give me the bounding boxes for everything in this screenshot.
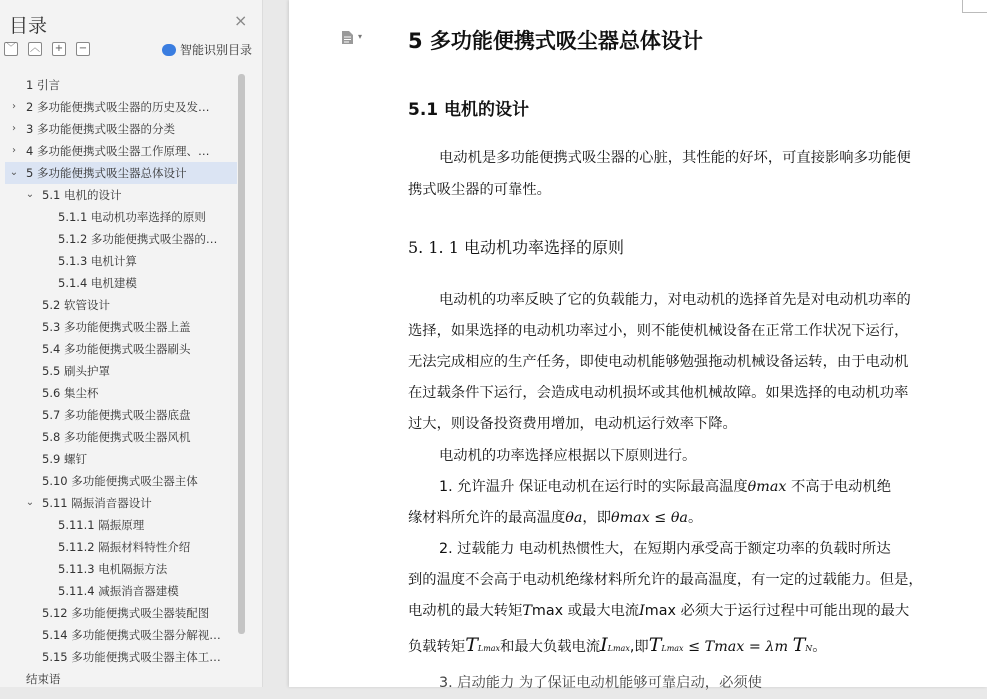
paragraph-line: 选择，如果选择的电动机功率过小，则不能使机械设备在正常工作状况下运行，: [408, 323, 909, 339]
paragraph-line-partial: 3. 启动能力 为了保证电动机能够可靠启动，必须使: [439, 675, 762, 691]
math-I: I: [639, 603, 645, 619]
toc-item[interactable]: [5, 228, 237, 250]
toc-item[interactable]: [5, 558, 237, 580]
smart-toc-label: 智能识别目录: [180, 43, 253, 57]
toc-item-label: 5.1.4 电机建模: [58, 276, 137, 290]
collapse-all-icon[interactable]: ︿: [30, 43, 40, 54]
toc-item[interactable]: [5, 206, 237, 228]
toc-item-label: 5.11.4 减振消音器建模: [58, 584, 179, 598]
toc-item-label: 5.4 多功能便携式吸尘器刷头: [42, 342, 191, 356]
text-run: 电动机的最大转矩: [408, 603, 523, 619]
chevron-right-icon[interactable]: ›: [12, 123, 16, 134]
toc-item[interactable]: [5, 624, 237, 646]
text-run: 缘材料所允许的最高温度: [408, 510, 566, 526]
toc-item-label: 5.9 螺钉: [42, 452, 87, 466]
toc-item[interactable]: [5, 470, 237, 492]
toc-item[interactable]: [5, 162, 237, 184]
toc-item-label: 5 多功能便携式吸尘器总体设计: [26, 166, 187, 180]
text-run: max 必须大于运行过程中可能出现的最大: [644, 603, 910, 619]
toc-item[interactable]: [5, 118, 237, 140]
text-run: 和最大负载电流: [500, 639, 601, 655]
toc-item[interactable]: [5, 404, 237, 426]
toc-item-label: 5.5 刷头护罩: [42, 364, 110, 378]
paragraph-line: [408, 503, 702, 534]
paragraph-line: [408, 596, 909, 627]
toc-item-label: 4 多功能便携式吸尘器工作原理、…: [26, 144, 210, 158]
expand-all-icon[interactable]: ﹀: [6, 43, 16, 54]
paragraph-line: [439, 472, 891, 503]
paragraph-line: 电动机是多功能便携式吸尘器的心脏，其性能的好坏，可直接影响多功能便: [439, 150, 911, 166]
toc-item-label: 5.11.3 电机隔振方法: [58, 562, 168, 576]
text-run: 。: [812, 639, 827, 655]
toc-item-label: 5.2 软管设计: [42, 298, 110, 312]
toc-item-label: 5.3 多功能便携式吸尘器上盖: [42, 320, 191, 334]
toc-item-label: 5.12 多功能便携式吸尘器装配图: [42, 606, 210, 620]
toc-item[interactable]: [5, 140, 237, 162]
text-run: 不高于电动机绝: [786, 479, 892, 495]
math-T-N: T: [792, 634, 806, 656]
paragraph-line: 电动机的功率选择应根据以下原则进行。: [439, 448, 697, 464]
toc-item[interactable]: [5, 74, 237, 96]
text-run: 。: [687, 510, 703, 526]
toc-item[interactable]: [5, 602, 237, 624]
close-icon[interactable]: ×: [234, 11, 248, 30]
text-run: max 或最大电流: [531, 603, 640, 619]
toc-item[interactable]: [5, 426, 237, 448]
math-theta-a: θa: [565, 510, 583, 526]
math-T-Lmax: T: [465, 634, 478, 656]
math-theta-max: θmax: [747, 479, 787, 495]
chevron-down-icon[interactable]: ▾: [358, 32, 363, 41]
toc-panel: [0, 0, 263, 687]
text-run: 负载转矩: [408, 639, 466, 655]
toc-item[interactable]: [5, 96, 237, 118]
chevron-down-icon[interactable]: ⌄: [25, 497, 35, 508]
toc-item-label: 2 多功能便携式吸尘器的历史及发…: [26, 100, 210, 114]
toc-title: 目录: [9, 15, 48, 37]
toc-item[interactable]: [5, 536, 237, 558]
paragraph-line: 电动机的功率反映了它的负载能力，对电动机的选择首先是对电动机功率的: [439, 292, 911, 308]
toc-item-label: 5.1.2 多功能便携式吸尘器的…: [58, 232, 218, 246]
heading-chapter: 5 多功能便携式吸尘器总体设计: [408, 29, 703, 53]
smart-ai-icon: [162, 44, 176, 56]
toc-item[interactable]: [5, 272, 237, 294]
math-T: T: [522, 603, 532, 619]
math-T: T: [704, 639, 715, 655]
text-run: ，即: [582, 510, 611, 526]
paragraph-line: 过大，则设备投资费用增加，电动机运行效率下降。: [408, 416, 737, 432]
paragraph-line: 到的温度不会高于电动机绝缘材料所允许的最高温度，有一定的过载能力。但是，: [408, 572, 923, 588]
toc-list: [5, 74, 237, 687]
paragraph-line: [408, 630, 827, 664]
paragraph-line: 无法完成相应的生产任务，即使电动机能够勉强拖动机械设备运转，由于电动机: [408, 354, 909, 370]
toc-item-label: 5.14 多功能便携式吸尘器分解视…: [42, 628, 221, 642]
toc-scrollbar[interactable]: [238, 74, 245, 634]
toc-item-label: 1 引言: [26, 78, 60, 92]
toc-item-label: 5.6 集尘杯: [42, 386, 99, 400]
paragraph-line: 携式吸尘器的可靠性。: [408, 182, 551, 198]
math-T-Lmax: T: [648, 634, 662, 656]
chevron-down-icon[interactable]: ⌄: [9, 167, 19, 178]
toc-item-label: 5.11.1 隔振原理: [58, 518, 145, 532]
toc-item[interactable]: [5, 668, 237, 687]
chevron-down-icon[interactable]: ⌄: [25, 189, 35, 200]
math-equation: max = λm: [714, 639, 793, 655]
heading-section: 5.1 电机的设计: [408, 100, 530, 120]
heading-subsection: 5. 1. 1 电动机功率选择的原则: [408, 238, 624, 257]
add-heading-icon[interactable]: +: [52, 42, 66, 56]
math-subscript: N: [805, 644, 813, 653]
math-inequality: θmax ≤ θa: [611, 510, 688, 526]
toc-item[interactable]: [5, 316, 237, 338]
remove-heading-icon[interactable]: −: [76, 42, 90, 56]
toc-item[interactable]: [5, 294, 237, 316]
toc-item[interactable]: [5, 338, 237, 360]
math-subscript: Lmax: [477, 644, 501, 653]
toc-item-label: 5.1.3 电机计算: [58, 254, 137, 268]
toc-item-label: 5.11 隔振消音器设计: [42, 496, 152, 510]
toc-item-label: 结束语: [26, 672, 61, 686]
toc-item[interactable]: [5, 184, 237, 206]
text-run: 1. 允许温升 保证电动机在运行时的实际最高温度: [439, 479, 748, 495]
toc-item[interactable]: [5, 448, 237, 470]
toc-item[interactable]: [5, 492, 237, 514]
toc-item-label: 5.8 多功能便携式吸尘器风机: [42, 430, 191, 444]
math-I-Lmax: I: [600, 634, 608, 656]
toc-item-label: 5.15 多功能便携式吸尘器主体工…: [42, 650, 221, 664]
chevron-right-icon[interactable]: ›: [12, 145, 16, 156]
math-leq: ≤: [683, 639, 705, 655]
toc-item-label: 5.7 多功能便携式吸尘器底盘: [42, 408, 191, 422]
toc-item-label: 3 多功能便携式吸尘器的分类: [26, 122, 175, 136]
smart-toc-button[interactable]: [162, 41, 252, 58]
math-subscript: Lmax: [607, 644, 630, 653]
toc-item[interactable]: [5, 250, 237, 272]
toc-item[interactable]: [5, 360, 237, 382]
chevron-right-icon[interactable]: ›: [12, 101, 16, 112]
toc-item-label: 5.1.1 电动机功率选择的原则: [58, 210, 206, 224]
toc-item[interactable]: [5, 382, 237, 404]
paragraph-line: 在过载条件下运行，会造成电动机损坏或其他机械故障。如果选择的电动机功率: [408, 385, 909, 401]
document-icon[interactable]: [341, 30, 354, 45]
page-corner-mark: [962, 0, 987, 13]
toc-item-label: 5.1 电机的设计: [42, 188, 122, 202]
toc-item[interactable]: [5, 514, 237, 536]
toc-item-label: 5.11.2 隔振材料特性介绍: [58, 540, 191, 554]
paragraph-line: 2. 过载能力 电动机热惯性大，在短期内承受高于额定功率的负载时所达: [439, 541, 891, 557]
toc-item[interactable]: [5, 646, 237, 668]
text-run: ,即: [629, 639, 649, 655]
toc-item[interactable]: [5, 580, 237, 602]
math-subscript: Lmax: [661, 644, 684, 653]
toc-item-label: 5.10 多功能便携式吸尘器主体: [42, 474, 198, 488]
